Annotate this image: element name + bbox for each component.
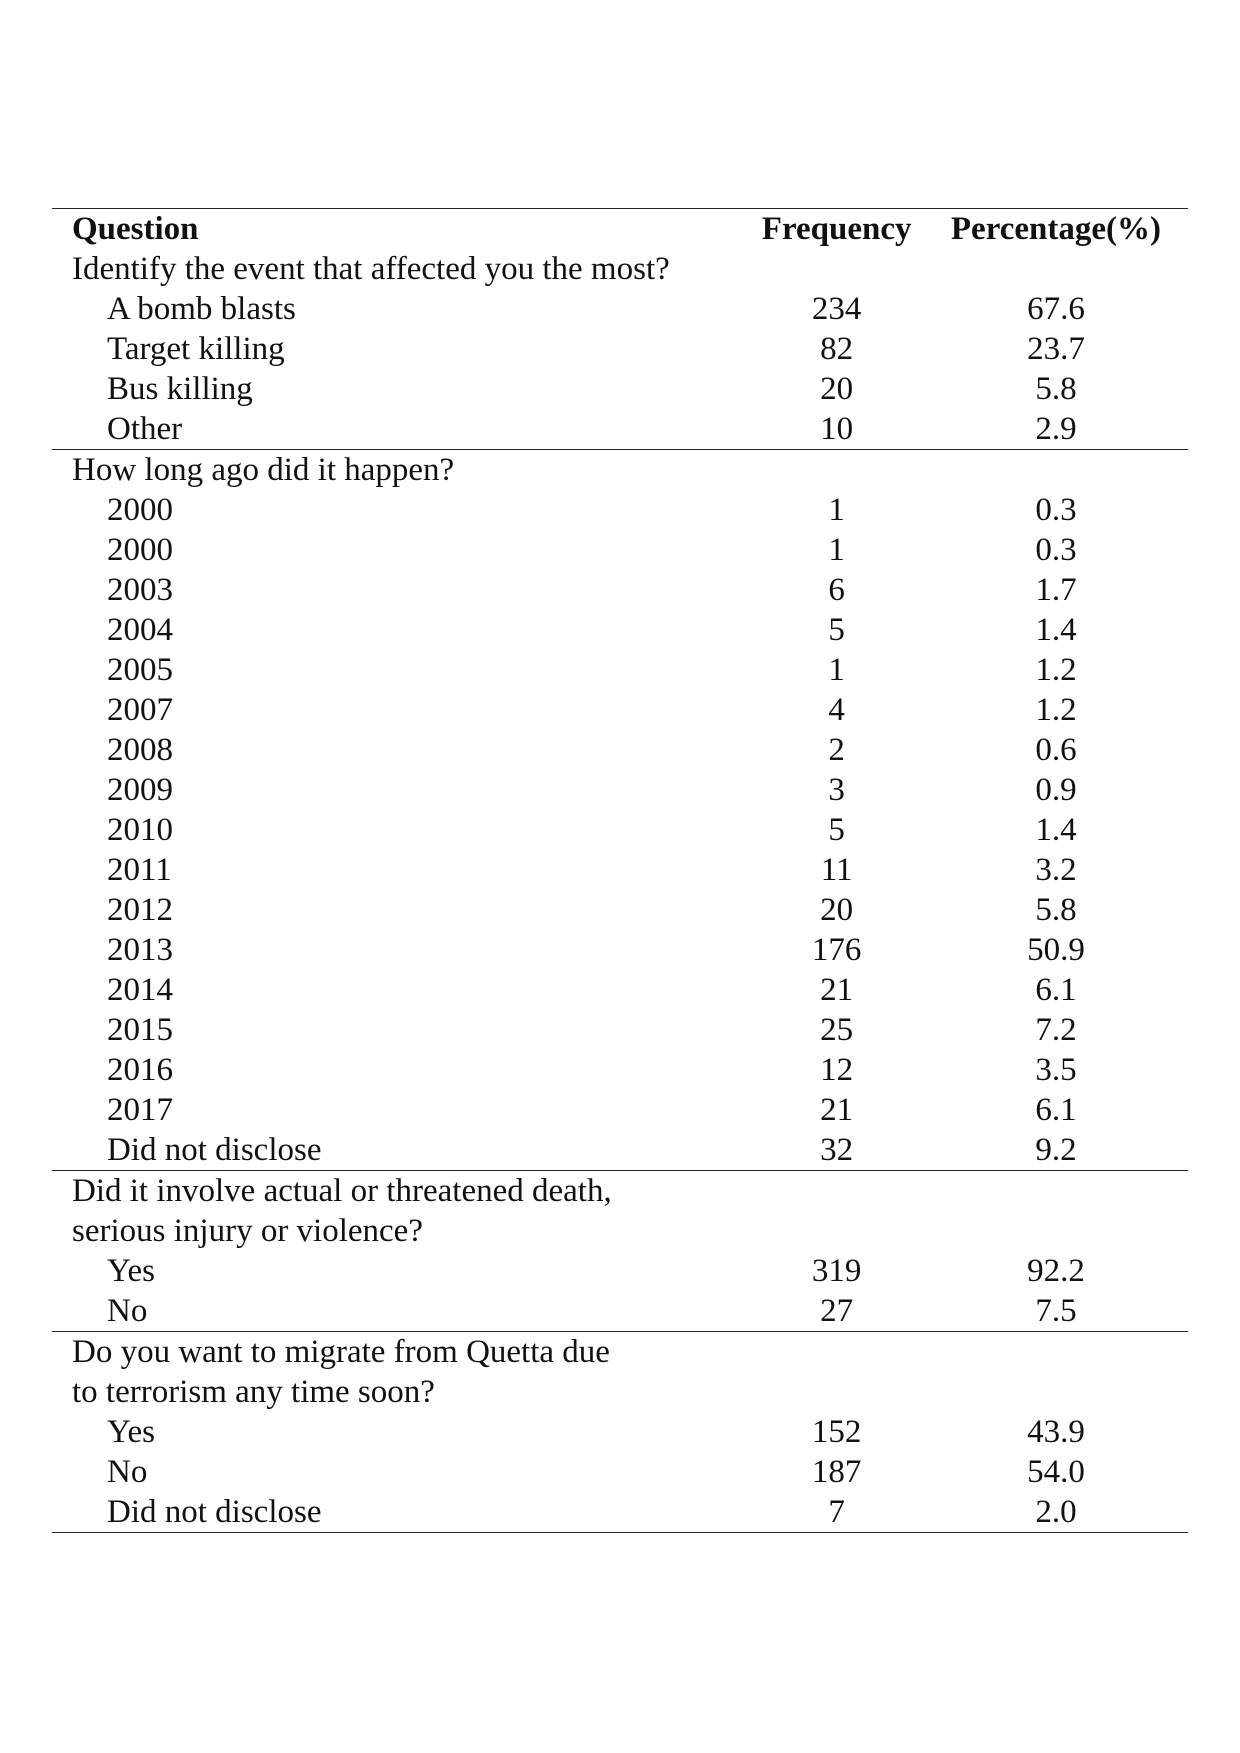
- table-row: [52, 409, 1188, 450]
- table-row: [52, 850, 1188, 890]
- header-frequency: Frequency: [761, 211, 912, 247]
- answer-label: Other: [107, 411, 183, 447]
- frequency-value: 319: [811, 1253, 862, 1289]
- percentage-value: 92.2: [1027, 1253, 1085, 1289]
- table-row: [52, 810, 1188, 850]
- empty-cell: [749, 1211, 924, 1251]
- answer-label: 2015: [107, 1012, 173, 1048]
- frequency-value: 11: [820, 852, 853, 888]
- percentage-value: 1.7: [1035, 572, 1077, 608]
- table-row: [52, 610, 1188, 650]
- survey-table-container: [52, 208, 1188, 1533]
- table-row: [52, 970, 1188, 1010]
- question-row: [52, 1332, 1188, 1373]
- frequency-value: 234: [811, 291, 862, 327]
- frequency-value: 21: [820, 972, 854, 1008]
- answer-label: Did not disclose: [52, 1492, 749, 1533]
- percentage-value: 54.0: [1027, 1454, 1085, 1490]
- empty-cell: [749, 249, 924, 289]
- answer-label: 2012: [107, 892, 173, 928]
- header-percentage: Percentage(%): [950, 211, 1162, 247]
- table-row: [52, 1090, 1188, 1130]
- table-row: [52, 289, 1188, 329]
- answer-label: Yes: [107, 1253, 156, 1289]
- empty-cell: [924, 450, 1188, 491]
- answer-label: 2010: [107, 812, 173, 848]
- frequency-value: 4: [828, 692, 845, 728]
- frequency-value: 5: [828, 812, 845, 848]
- empty-cell: [749, 1171, 924, 1212]
- answer-label: 2000: [107, 532, 173, 568]
- table-row: [52, 1251, 1188, 1291]
- table-row: [52, 369, 1188, 409]
- frequency-value: 1: [828, 532, 845, 568]
- answer-label: 2003: [107, 572, 173, 608]
- percentage-value: 1.2: [1035, 692, 1077, 728]
- table-row: [52, 730, 1188, 770]
- percentage-value: 2.0: [924, 1492, 1188, 1533]
- table-row: [52, 770, 1188, 810]
- question-text: Identify the event that affected you the most?: [72, 251, 670, 287]
- percentage-value: 0.6: [1035, 732, 1077, 768]
- question-text: to terrorism any time soon?: [72, 1374, 435, 1410]
- answer-label: No: [107, 1454, 148, 1490]
- frequency-value: 176: [811, 932, 862, 968]
- percentage-value: 0.3: [1035, 532, 1077, 568]
- answer-label: 2005: [107, 652, 173, 688]
- frequency-value: 1: [828, 652, 845, 688]
- question-row: [52, 1372, 1188, 1412]
- percentage-value: 1.2: [1035, 652, 1077, 688]
- frequency-value: 10: [820, 411, 854, 447]
- table-row: [52, 930, 1188, 970]
- question-row: [52, 249, 1188, 289]
- table-row: [52, 650, 1188, 690]
- table-row: [52, 1010, 1188, 1050]
- answer-label: 2011: [107, 852, 172, 888]
- question-text: serious injury or violence?: [72, 1213, 423, 1249]
- percentage-value: 7.5: [1035, 1293, 1077, 1329]
- table-row: [52, 890, 1188, 930]
- answer-label: Did not disclose: [107, 1132, 322, 1168]
- empty-cell: [924, 249, 1188, 289]
- question-text: Did it involve actual or threatened death,: [52, 1171, 749, 1212]
- percentage-value: 3.5: [1035, 1052, 1077, 1088]
- percentage-value: 5.8: [1035, 371, 1077, 407]
- answer-label: No: [107, 1293, 148, 1329]
- frequency-value: 20: [820, 371, 854, 407]
- percentage-value: 43.9: [1027, 1414, 1085, 1450]
- frequency-value: 3: [828, 772, 845, 808]
- answer-label: 2017: [107, 1092, 173, 1128]
- question-section: [52, 1171, 1188, 1332]
- table-row: [52, 1291, 1188, 1332]
- frequency-value: 82: [820, 331, 854, 367]
- answer-label: A bomb blasts: [107, 291, 296, 327]
- percentage-value: 1.4: [1035, 812, 1077, 848]
- frequency-value: 32: [820, 1132, 854, 1168]
- question-text: How long ago did it happen?: [52, 450, 749, 491]
- table-row: [52, 1452, 1188, 1492]
- percentage-value: 6.1: [1035, 972, 1077, 1008]
- survey-table: [52, 208, 1188, 1533]
- frequency-value: 6: [828, 572, 845, 608]
- answer-label: Yes: [107, 1414, 156, 1450]
- percentage-value: 9.2: [1035, 1132, 1077, 1168]
- question-section: [52, 249, 1188, 450]
- frequency-value: 5: [828, 612, 845, 648]
- table-header: [52, 209, 1188, 250]
- percentage-value: 1.4: [1035, 612, 1077, 648]
- frequency-value: 187: [811, 1454, 862, 1490]
- question-section: [52, 450, 1188, 1171]
- answer-label: 2013: [107, 932, 173, 968]
- empty-cell: [924, 1211, 1188, 1251]
- percentage-value: 5.8: [1035, 892, 1077, 928]
- empty-cell: [749, 1372, 924, 1412]
- frequency-value: 25: [820, 1012, 854, 1048]
- table-row: [52, 690, 1188, 730]
- empty-cell: [749, 1332, 924, 1373]
- table-row: [52, 1492, 1188, 1533]
- table-row: [52, 530, 1188, 570]
- percentage-value: 67.6: [1027, 291, 1085, 327]
- frequency-value: 20: [820, 892, 854, 928]
- percentage-value: 2.9: [1035, 411, 1077, 447]
- frequency-value: 152: [811, 1414, 862, 1450]
- answer-label: 2008: [107, 732, 173, 768]
- table-row: [52, 1130, 1188, 1171]
- table-row: [52, 570, 1188, 610]
- answer-label: Target killing: [107, 331, 285, 367]
- frequency-value: 21: [820, 1092, 854, 1128]
- answer-label: 2004: [107, 612, 173, 648]
- percentage-value: 0.3: [1035, 492, 1077, 528]
- frequency-value: 7: [749, 1492, 924, 1533]
- percentage-value: 0.9: [1035, 772, 1077, 808]
- frequency-value: 12: [820, 1052, 854, 1088]
- header-question: Question: [72, 211, 199, 247]
- answer-label: 2000: [107, 492, 173, 528]
- answer-label: 2009: [107, 772, 173, 808]
- question-row: [52, 450, 1188, 491]
- percentage-value: 50.9: [1027, 932, 1085, 968]
- question-text: Do you want to migrate from Quetta due: [52, 1332, 749, 1373]
- percentage-value: 23.7: [1027, 331, 1085, 367]
- table-row: [52, 329, 1188, 369]
- empty-cell: [924, 1372, 1188, 1412]
- answer-label: 2016: [107, 1052, 173, 1088]
- percentage-value: 6.1: [1035, 1092, 1077, 1128]
- empty-cell: [749, 450, 924, 491]
- answer-label: Bus killing: [107, 371, 253, 407]
- question-row: [52, 1171, 1188, 1212]
- table-row: [52, 1412, 1188, 1452]
- table-row: [52, 490, 1188, 530]
- answer-label: 2014: [107, 972, 173, 1008]
- percentage-value: 7.2: [1035, 1012, 1077, 1048]
- answer-label: 2007: [107, 692, 173, 728]
- empty-cell: [924, 1332, 1188, 1373]
- percentage-value: 3.2: [1035, 852, 1077, 888]
- table-row: [52, 1050, 1188, 1090]
- question-section: [52, 1332, 1188, 1533]
- question-row: [52, 1211, 1188, 1251]
- frequency-value: 1: [828, 492, 845, 528]
- header-row: [52, 209, 1188, 250]
- frequency-value: 2: [828, 732, 845, 768]
- empty-cell: [924, 1171, 1188, 1212]
- frequency-value: 27: [820, 1293, 854, 1329]
